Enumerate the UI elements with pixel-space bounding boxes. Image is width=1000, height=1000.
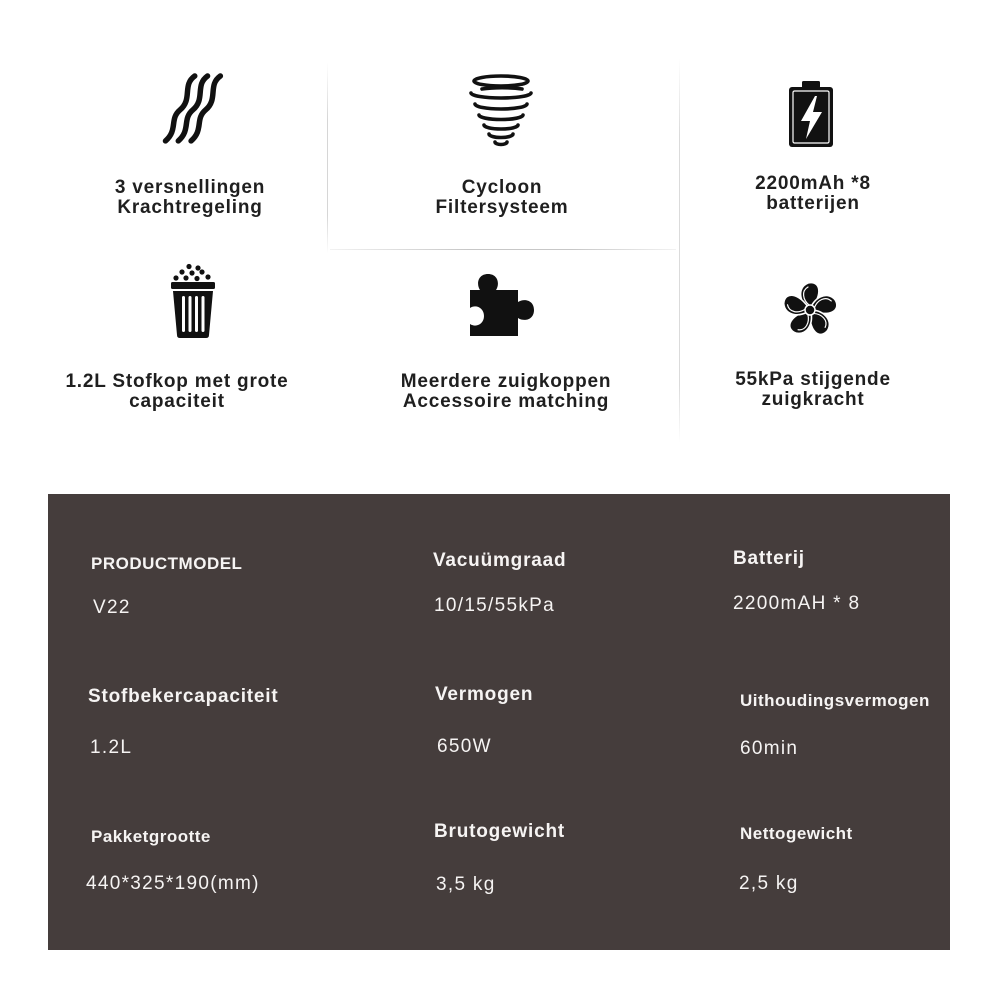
coil-ring bbox=[482, 88, 522, 89]
dust-dot bbox=[179, 269, 184, 274]
feature-label-accessories bbox=[356, 372, 656, 412]
spec-value-battery: 2200mAH * 8 bbox=[733, 593, 861, 614]
feature-label-line: 55kPa stijgende bbox=[735, 369, 891, 390]
feature-label-line: Cycloon bbox=[461, 177, 543, 198]
dust-dot bbox=[173, 275, 178, 280]
feature-label-line: 2200mAh *8 bbox=[755, 173, 871, 194]
dust-cup-icon bbox=[168, 263, 218, 339]
feature-label-line: Krachtregeling bbox=[117, 197, 263, 218]
cup-stripe bbox=[202, 296, 205, 332]
feature-label-speed-control bbox=[40, 178, 340, 218]
cup-stripe bbox=[195, 296, 198, 332]
spec-value-net-weight: 2,5 kg bbox=[739, 873, 799, 894]
fan-hub bbox=[805, 305, 815, 315]
feature-label-line: Filtersysteem bbox=[435, 197, 569, 218]
spec-value-dust-capacity: 1.2L bbox=[90, 737, 133, 758]
feature-label-line: Meerdere zuigkoppen bbox=[400, 371, 612, 392]
dust-dot bbox=[205, 274, 210, 279]
divider-vertical-left bbox=[327, 62, 328, 254]
feature-label-line: capaciteit bbox=[129, 391, 225, 412]
wave-lines-icon bbox=[160, 68, 224, 148]
feature-label-line: Accessoire matching bbox=[402, 391, 610, 412]
dust-dot bbox=[195, 265, 200, 270]
spec-label-battery: Batterij bbox=[733, 548, 805, 569]
spec-label-product-model: PRODUCTMODEL bbox=[91, 554, 243, 573]
spec-value-power: 650W bbox=[437, 736, 492, 757]
coil-ring bbox=[489, 134, 513, 138]
battery-cap bbox=[802, 81, 820, 88]
coil-ring bbox=[484, 125, 518, 129]
cup-body bbox=[173, 291, 213, 338]
wave-lines bbox=[165, 76, 220, 141]
feature-label-battery bbox=[663, 174, 963, 214]
dust-particles bbox=[173, 264, 210, 281]
dust-dot bbox=[194, 276, 199, 281]
coil-ring bbox=[475, 104, 527, 109]
feature-label-dust-cup bbox=[27, 372, 327, 412]
dust-dot bbox=[183, 275, 188, 280]
feature-label-line: batterijen bbox=[766, 193, 860, 214]
spec-label-endurance: Uithoudingsvermogen bbox=[740, 691, 930, 710]
battery-icon bbox=[787, 81, 835, 148]
coil-ring bbox=[474, 76, 528, 86]
spec-panel bbox=[48, 494, 950, 950]
coil-ring bbox=[471, 93, 531, 98]
spec-value-vacuum: 10/15/55kPa bbox=[434, 595, 555, 616]
cyclone-icon bbox=[466, 73, 536, 147]
spec-label-gross-weight: Brutogewicht bbox=[434, 821, 565, 842]
feature-label-line: zuigkracht bbox=[761, 389, 865, 410]
cup-stripe bbox=[189, 296, 192, 332]
feature-label-suction bbox=[663, 370, 963, 410]
spec-label-vacuum: Vacuümgraad bbox=[433, 550, 567, 571]
cyclone-coils bbox=[471, 76, 531, 145]
dust-dot bbox=[186, 264, 191, 269]
puzzle-icon bbox=[466, 270, 536, 340]
spec-value-product-model: V22 bbox=[93, 597, 131, 618]
spec-value-gross-weight: 3,5 kg bbox=[436, 874, 496, 895]
cup-lid bbox=[171, 282, 215, 289]
feature-label-line: 1.2L Stofkop met grote bbox=[65, 371, 289, 392]
spec-label-dust-capacity: Stofbekercapaciteit bbox=[88, 686, 279, 707]
divider-horizontal-center bbox=[330, 249, 676, 250]
cup-stripe bbox=[182, 296, 185, 332]
feature-label-cyclone-filter bbox=[352, 178, 652, 218]
dust-dot bbox=[189, 270, 194, 275]
spec-label-net-weight: Nettogewicht bbox=[740, 824, 853, 843]
coil-ring bbox=[479, 115, 523, 120]
feature-label-line: 3 versnellingen bbox=[114, 177, 266, 198]
spec-value-endurance: 60min bbox=[740, 738, 799, 759]
fan-icon bbox=[780, 280, 840, 340]
dust-dot bbox=[199, 269, 204, 274]
puzzle-piece bbox=[470, 274, 534, 336]
spec-label-package-size: Pakketgrootte bbox=[91, 827, 211, 846]
spec-label-power: Vermogen bbox=[435, 684, 534, 705]
coil-ring bbox=[495, 142, 507, 145]
spec-value-package-size: 440*325*190(mm) bbox=[86, 873, 260, 894]
